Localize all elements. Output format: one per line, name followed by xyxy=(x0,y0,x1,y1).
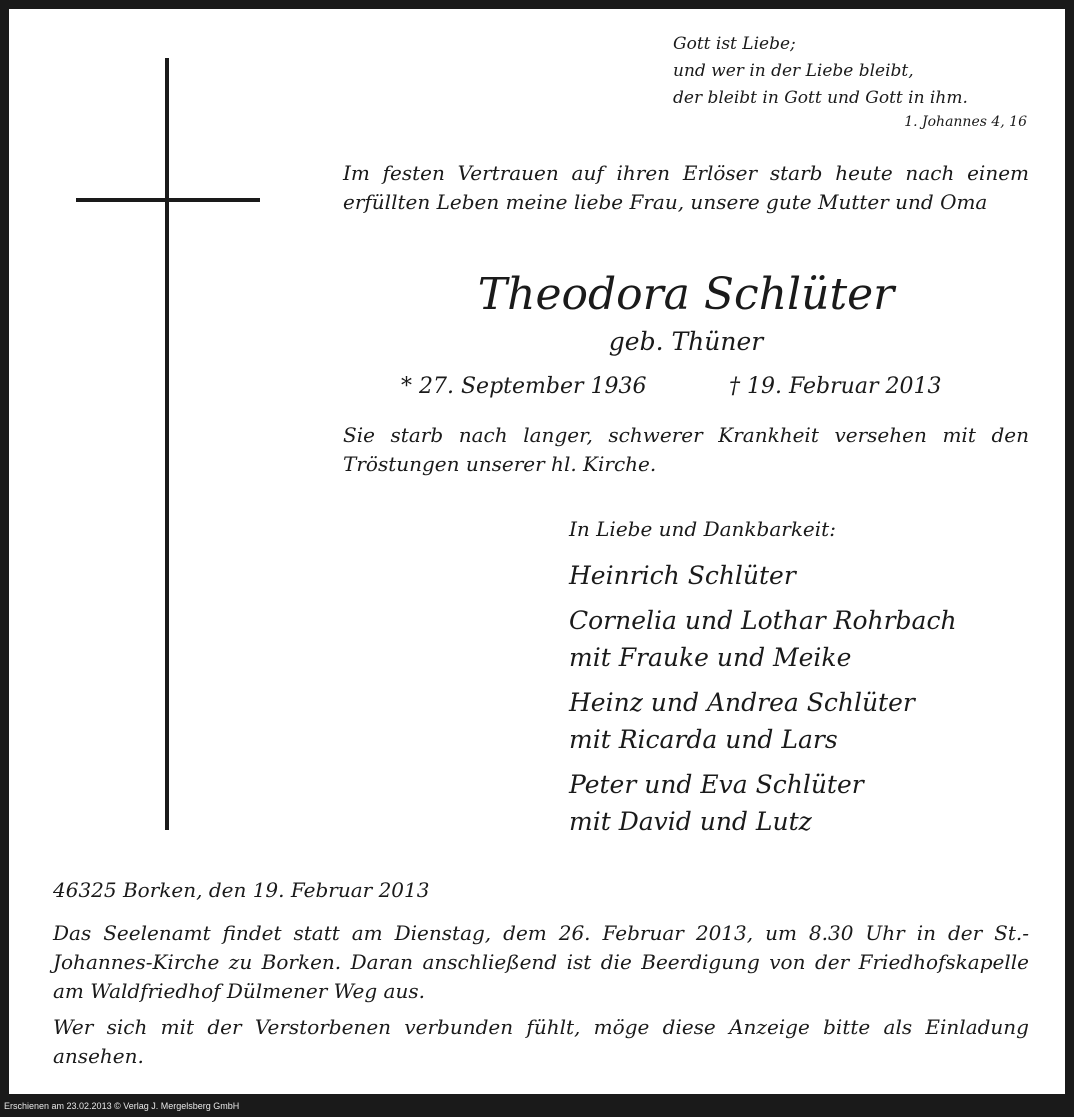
birth-date: * 27. September 1936 xyxy=(401,374,647,399)
cross-vertical-bar xyxy=(165,58,169,830)
intro-text: Im festen Vertrauen auf ihren Erlöser starb heute nach einem erfüllten Leben meine liebe Frau, unsere gute Mutter und Oma xyxy=(343,161,1029,214)
mourner-entry xyxy=(569,766,1049,840)
obituary-notice xyxy=(9,9,1065,1094)
place-date: 46325 Borken, den 19. Februar 2013 xyxy=(53,878,430,902)
death-date: † 19. Februar 2013 xyxy=(729,374,942,399)
mourner-line: Heinz und Andrea Schlüter xyxy=(569,688,915,717)
mourners-list xyxy=(569,557,1049,848)
verse-line: der bleibt in Gott und Gott in ihm. xyxy=(673,88,968,108)
mourner-line: mit Ricarda und Lars xyxy=(569,725,838,754)
mourner-entry xyxy=(569,557,1049,594)
bible-verse xyxy=(673,31,1033,132)
verse-line: und wer in der Liebe bleibt, xyxy=(673,61,914,81)
mourner-entry xyxy=(569,602,1049,676)
verse-reference: 1. Johannes 4, 16 xyxy=(904,114,1027,130)
mourners-heading: In Liebe und Dankbarkeit: xyxy=(569,517,836,541)
publication-footer: Erschienen am 23.02.2013 © Verlag J. Mergelsberg GmbH xyxy=(4,1101,240,1111)
verse-line: Gott ist Liebe; xyxy=(673,34,796,54)
mourner-line: mit David und Lutz xyxy=(569,807,812,836)
mourner-line: Peter und Eva Schlüter xyxy=(569,770,864,799)
deceased-name: Theodora Schlüter xyxy=(477,269,895,320)
cross-horizontal-bar xyxy=(76,198,260,202)
service-details: Das Seelenamt findet statt am Dienstag, dem 26. Februar 2013, um 8.30 Uhr in der St.-Johannes-Kirche zu Borken. Daran anschließend ist die Beerdigung von der Friedhofskapelle am Waldfriedhof Dülmener Weg aus. xyxy=(53,921,1029,1003)
birth-name: geb. Thüner xyxy=(608,327,764,356)
mourner-line: mit Frauke und Meike xyxy=(569,643,852,672)
mourner-line: Cornelia und Lothar Rohrbach xyxy=(569,606,957,635)
mourner-entry xyxy=(569,684,1049,758)
illness-text: Sie starb nach langer, schwerer Krankheit versehen mit den Tröstungen unserer hl. Kirche. xyxy=(343,423,1029,476)
invitation-text: Wer sich mit der Verstorbenen verbunden fühlt, möge diese Anzeige bitte als Einladung ansehen. xyxy=(53,1015,1029,1068)
mourner-line: Heinrich Schlüter xyxy=(569,561,796,590)
